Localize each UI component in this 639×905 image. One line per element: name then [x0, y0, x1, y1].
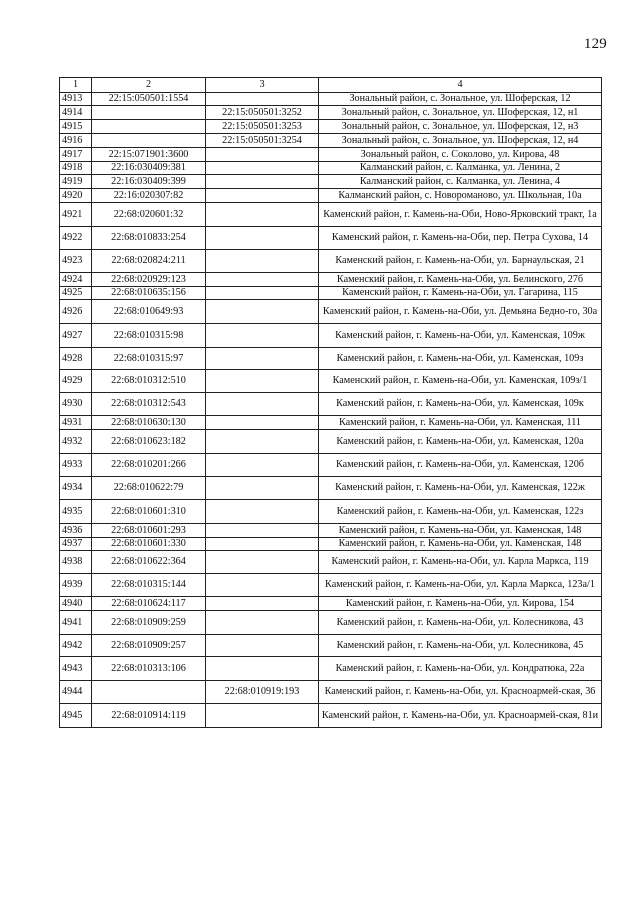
address-cell: Зональный район, с. Зональное, ул. Шоферская, 12, н4	[319, 134, 602, 148]
column-header-4: 4	[319, 78, 602, 93]
cadastral-number-building	[206, 430, 319, 454]
cadastral-number-parcel: 22:16:030409:381	[92, 162, 206, 175]
row-number: 4913	[60, 93, 92, 106]
cadastral-number-parcel	[92, 106, 206, 120]
table-row	[60, 524, 602, 538]
cadastral-number-building	[206, 657, 319, 681]
row-number: 4927	[60, 324, 92, 348]
row-number: 4914	[60, 106, 92, 120]
address-cell: Каменский район, г. Камень-на-Оби, ул. Каменская, 120а	[319, 430, 602, 454]
row-number: 4931	[60, 416, 92, 430]
cadastral-number-parcel: 22:68:010622:79	[92, 477, 206, 500]
address-cell: Каменский район, г. Камень-на-Оби, ул. Белинского, 27б	[319, 273, 602, 287]
row-number: 4943	[60, 657, 92, 681]
address-cell: Каменский район, г. Камень-на-Оби, пер. Петра Сухова, 14	[319, 227, 602, 250]
row-number: 4939	[60, 574, 92, 597]
cadastral-number-parcel: 22:68:020929:123	[92, 273, 206, 287]
table-row	[60, 250, 602, 273]
row-number: 4917	[60, 148, 92, 162]
row-number: 4918	[60, 162, 92, 175]
row-number: 4922	[60, 227, 92, 250]
cadastral-number-building	[206, 227, 319, 250]
address-cell: Каменский район, г. Камень-на-Оби, ул. Красноармей-ская, 81и	[319, 704, 602, 728]
cadastral-number-building	[206, 148, 319, 162]
table-row	[60, 477, 602, 500]
cadastral-number-parcel: 22:68:010312:510	[92, 370, 206, 393]
cadastral-number-building	[206, 574, 319, 597]
row-number: 4924	[60, 273, 92, 287]
row-number: 4915	[60, 120, 92, 134]
cadastral-number-building: 22:15:050501:3252	[206, 106, 319, 120]
column-header-3: 3	[206, 78, 319, 93]
table-row	[60, 597, 602, 611]
address-cell: Каменский район, г. Камень-на-Оби, ул. Колесникова, 45	[319, 635, 602, 657]
table-row	[60, 189, 602, 203]
registry-table	[59, 77, 602, 728]
cadastral-number-building	[206, 203, 319, 227]
cadastral-number-building: 22:68:010919:193	[206, 681, 319, 704]
cadastral-number-building	[206, 300, 319, 324]
address-cell: Каменский район, г. Камень-на-Оби, ул. Карла Маркса, 123а/1	[319, 574, 602, 597]
page-number: 129	[583, 36, 607, 52]
address-cell: Каменский район, г. Камень-на-Оби, ул. Каменская, 120б	[319, 454, 602, 477]
address-cell: Каменский район, г. Камень-на-Оби, ул. Каменская, 109з/1	[319, 370, 602, 393]
address-cell: Каменский район, г. Камень-на-Оби, ул. Каменская, 109к	[319, 393, 602, 416]
table-row	[60, 162, 602, 175]
cadastral-number-parcel: 22:68:010909:257	[92, 635, 206, 657]
table-row	[60, 348, 602, 370]
row-number: 4944	[60, 681, 92, 704]
address-cell: Каменский район, г. Камень-на-Оби, ул. Красноармей-ская, 36	[319, 681, 602, 704]
row-number: 4930	[60, 393, 92, 416]
row-number: 4942	[60, 635, 92, 657]
cadastral-number-parcel: 22:68:010601:330	[92, 538, 206, 551]
address-cell: Каменский район, г. Камень-на-Оби, ул. Каменская, 122ж	[319, 477, 602, 500]
row-number: 4932	[60, 430, 92, 454]
row-number: 4916	[60, 134, 92, 148]
row-number: 4919	[60, 175, 92, 189]
cadastral-number-parcel: 22:68:010630:130	[92, 416, 206, 430]
table-row	[60, 175, 602, 189]
address-cell: Каменский район, г. Камень-на-Оби, ул. Колесникова, 43	[319, 611, 602, 635]
cadastral-number-building	[206, 175, 319, 189]
address-cell: Каменский район, г. Камень-на-Оби, ул. Кондратюка, 22а	[319, 657, 602, 681]
table-row	[60, 370, 602, 393]
address-cell: Каменский район, г. Камень-на-Оби, ул. Карла Маркса, 119	[319, 551, 602, 574]
table-row	[60, 635, 602, 657]
cadastral-number-parcel: 22:68:010909:259	[92, 611, 206, 635]
table-row	[60, 393, 602, 416]
cadastral-number-parcel: 22:68:010315:98	[92, 324, 206, 348]
row-number: 4934	[60, 477, 92, 500]
cadastral-number-building	[206, 597, 319, 611]
cadastral-number-building	[206, 704, 319, 728]
row-number: 4933	[60, 454, 92, 477]
table-row	[60, 134, 602, 148]
address-cell: Зональный район, с. Зональное, ул. Шоферская, 12, н3	[319, 120, 602, 134]
table-row	[60, 681, 602, 704]
cadastral-number-parcel: 22:68:010624:117	[92, 597, 206, 611]
table-row	[60, 430, 602, 454]
table-row	[60, 704, 602, 728]
cadastral-number-building: 22:15:050501:3254	[206, 134, 319, 148]
cadastral-number-parcel: 22:68:010312:543	[92, 393, 206, 416]
cadastral-number-parcel: 22:68:020601:32	[92, 203, 206, 227]
cadastral-number-building	[206, 611, 319, 635]
row-number: 4923	[60, 250, 92, 273]
table-row	[60, 454, 602, 477]
address-cell: Зональный район, с. Зональное, ул. Шоферская, 12	[319, 93, 602, 106]
cadastral-number-parcel: 22:15:050501:1554	[92, 93, 206, 106]
row-number: 4926	[60, 300, 92, 324]
address-cell: Каменский район, г. Камень-на-Оби, ул. Кирова, 154	[319, 597, 602, 611]
cadastral-number-building	[206, 635, 319, 657]
cadastral-number-building	[206, 416, 319, 430]
cadastral-number-parcel	[92, 134, 206, 148]
cadastral-number-parcel: 22:68:010635:156	[92, 287, 206, 300]
cadastral-number-parcel: 22:16:020307:82	[92, 189, 206, 203]
cadastral-number-parcel: 22:68:010833:254	[92, 227, 206, 250]
address-cell: Зональный район, с. Зональное, ул. Шоферская, 12, н1	[319, 106, 602, 120]
row-number: 4928	[60, 348, 92, 370]
row-number: 4925	[60, 287, 92, 300]
row-number: 4935	[60, 500, 92, 524]
cadastral-number-parcel: 22:68:010649:93	[92, 300, 206, 324]
table-row	[60, 203, 602, 227]
cadastral-number-parcel: 22:68:010315:97	[92, 348, 206, 370]
row-number: 4940	[60, 597, 92, 611]
cadastral-number-building	[206, 538, 319, 551]
cadastral-number-building	[206, 93, 319, 106]
cadastral-number-building	[206, 551, 319, 574]
table-row	[60, 500, 602, 524]
column-header-2: 2	[92, 78, 206, 93]
cadastral-number-building	[206, 250, 319, 273]
row-number: 4920	[60, 189, 92, 203]
address-cell: Каменский район, г. Камень-на-Оби, ул. Каменская, 148	[319, 538, 602, 551]
table-row	[60, 300, 602, 324]
address-cell: Калманский район, с. Новороманово, ул. Школьная, 10а	[319, 189, 602, 203]
table-header-row	[60, 78, 602, 93]
address-cell: Калманский район, с. Калманка, ул. Ленина, 2	[319, 162, 602, 175]
table-row	[60, 538, 602, 551]
cadastral-number-parcel	[92, 681, 206, 704]
address-cell: Каменский район, г. Камень-на-Оби, ул. Каменская, 122з	[319, 500, 602, 524]
cadastral-number-parcel: 22:68:010313:106	[92, 657, 206, 681]
cadastral-number-building	[206, 324, 319, 348]
cadastral-number-building	[206, 273, 319, 287]
cadastral-number-building	[206, 393, 319, 416]
cadastral-number-building	[206, 162, 319, 175]
row-number: 4941	[60, 611, 92, 635]
table-row	[60, 324, 602, 348]
cadastral-number-parcel: 22:68:010622:364	[92, 551, 206, 574]
cadastral-number-building	[206, 287, 319, 300]
cadastral-number-parcel: 22:68:010623:182	[92, 430, 206, 454]
address-cell: Каменский район, г. Камень-на-Оби, ул. Каменская, 109ж	[319, 324, 602, 348]
table-row	[60, 106, 602, 120]
cadastral-number-parcel: 22:68:010201:266	[92, 454, 206, 477]
address-cell: Каменский район, г. Камень-на-Оби, ул. Барнаульская, 21	[319, 250, 602, 273]
cadastral-number-building	[206, 370, 319, 393]
cadastral-number-parcel: 22:68:010914:119	[92, 704, 206, 728]
cadastral-number-parcel: 22:15:071901:3600	[92, 148, 206, 162]
address-cell: Каменский район, г. Камень-на-Оби, ул. Гагарина, 115	[319, 287, 602, 300]
cadastral-number-building	[206, 348, 319, 370]
table-row	[60, 657, 602, 681]
cadastral-number-parcel: 22:68:010601:310	[92, 500, 206, 524]
row-number: 4938	[60, 551, 92, 574]
table-row	[60, 93, 602, 106]
address-cell: Каменский район, г. Камень-на-Оби, ул. Каменская, 148	[319, 524, 602, 538]
table-row	[60, 227, 602, 250]
table-row	[60, 120, 602, 134]
table-row	[60, 287, 602, 300]
address-cell: Калманский район, с. Калманка, ул. Ленина, 4	[319, 175, 602, 189]
cadastral-number-building	[206, 189, 319, 203]
row-number: 4945	[60, 704, 92, 728]
address-cell: Каменский район, г. Камень-на-Оби, Ново-Ярковский тракт, 1а	[319, 203, 602, 227]
table-row	[60, 416, 602, 430]
table-row	[60, 611, 602, 635]
table-row	[60, 551, 602, 574]
table-row	[60, 273, 602, 287]
cadastral-number-parcel	[92, 120, 206, 134]
address-cell: Каменский район, г. Камень-на-Оби, ул. Каменская, 111	[319, 416, 602, 430]
column-header-1: 1	[60, 78, 92, 93]
row-number: 4921	[60, 203, 92, 227]
address-cell: Каменский район, г. Камень-на-Оби, ул. Каменская, 109з	[319, 348, 602, 370]
row-number: 4937	[60, 538, 92, 551]
cadastral-number-building	[206, 477, 319, 500]
cadastral-number-building: 22:15:050501:3253	[206, 120, 319, 134]
address-cell: Каменский район, г. Камень-на-Оби, ул. Демьяна Бедно-го, 30а	[319, 300, 602, 324]
table-row	[60, 574, 602, 597]
cadastral-number-building	[206, 524, 319, 538]
cadastral-number-parcel: 22:68:010601:293	[92, 524, 206, 538]
row-number: 4936	[60, 524, 92, 538]
cadastral-number-parcel: 22:68:010315:144	[92, 574, 206, 597]
cadastral-number-building	[206, 454, 319, 477]
cadastral-number-parcel: 22:16:030409:399	[92, 175, 206, 189]
address-cell: Зональный район, с. Соколово, ул. Кирова, 48	[319, 148, 602, 162]
cadastral-number-parcel: 22:68:020824:211	[92, 250, 206, 273]
table-row	[60, 148, 602, 162]
row-number: 4929	[60, 370, 92, 393]
cadastral-number-building	[206, 500, 319, 524]
